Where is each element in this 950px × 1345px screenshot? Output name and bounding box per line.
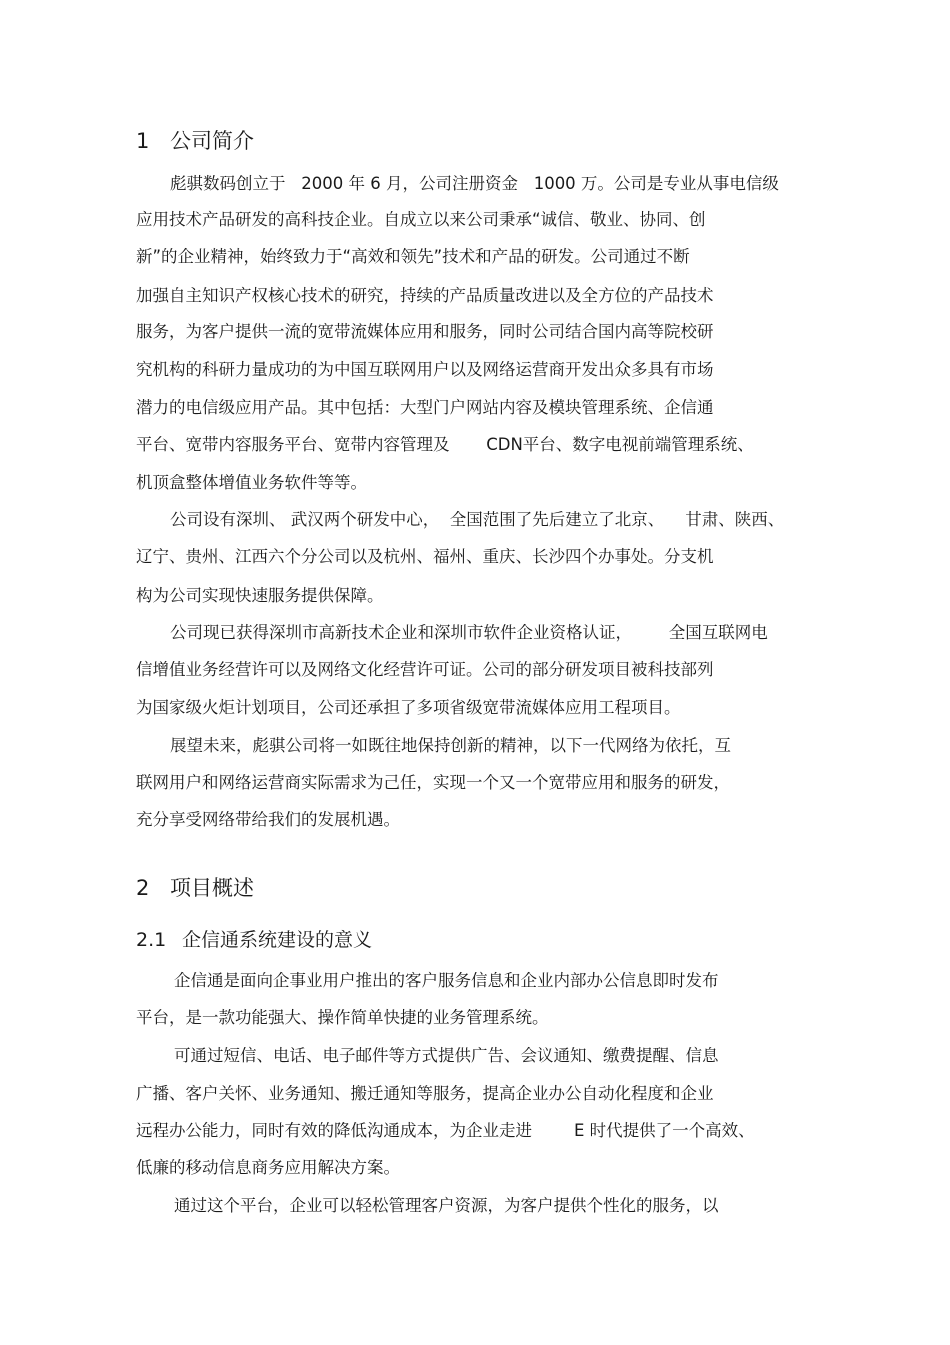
section-1-heading bbox=[136, 127, 254, 155]
text-line: 企信通是面向企事业用户推出的客户服务信息和企业内部办公信息即时发布 bbox=[174, 971, 719, 990]
section-2-title: 项目概述 bbox=[170, 876, 254, 900]
section-1-number: 1 bbox=[136, 129, 150, 153]
text-line: 低廉的移动信息商务应用解决方案。 bbox=[136, 1158, 400, 1177]
text-line: 展望未来，彪骐公司将一如既往地保持创新的精神，以下一代网络为依托，互 bbox=[170, 736, 731, 755]
text-line: 信增值业务经营许可以及网络文化经营许可证。公司的部分研发项目被科技部列 bbox=[136, 660, 714, 679]
text-line: 彪骐数码创立于 2000 年 6 月，公司注册资金 1000 万。公司是专业从事电信级 bbox=[170, 174, 779, 193]
subsection-2-1-number: 2.1 bbox=[136, 929, 167, 951]
text-line: 为国家级火炬计划项目，公司还承担了多项省级宽带流媒体应用工程项目。 bbox=[136, 698, 681, 717]
section-1-title: 公司简介 bbox=[170, 129, 254, 153]
text-line: 机顶盒整体增值业务软件等等。 bbox=[136, 473, 367, 492]
text-line: 究机构的科研力量成功的为中国互联网用户以及网络运营商开发出众多具有市场 bbox=[136, 360, 714, 379]
text-line: 充分享受网络带给我们的发展机遇。 bbox=[136, 810, 400, 829]
text-line: 公司现已获得深圳市高新技术企业和深圳市软件企业资格认证， 全国互联网电 bbox=[170, 623, 768, 642]
text-line: 公司设有深圳、 武汉两个研发中心， 全国范围了先后建立了北京、 甘肃、陕西、 bbox=[170, 510, 785, 529]
text-line: 构为公司实现快速服务提供保障。 bbox=[136, 586, 384, 605]
section-2-number: 2 bbox=[136, 876, 150, 900]
text-line: 联网用户和网络运营商实际需求为己任，实现一个又一个宽带应用和服务的研发， bbox=[136, 773, 730, 792]
subsection-2-1-heading bbox=[136, 927, 372, 953]
subsection-2-1-title: 企信通系统建设的意义 bbox=[182, 929, 373, 951]
text-line: 广播、客户关怀、业务通知、搬迁通知等服务，提高企业办公自动化程度和企业 bbox=[136, 1084, 714, 1103]
text-line: 平台、宽带内容服务平台、宽带内容管理及 CDN平台、数字电视前端管理系统、 bbox=[136, 435, 754, 454]
text-line: 通过这个平台，企业可以轻松管理客户资源，为客户提供个性化的服务，以 bbox=[174, 1196, 719, 1215]
text-line: 可通过短信、电话、电子邮件等方式提供广告、会议通知、缴费提醒、信息 bbox=[174, 1046, 719, 1065]
text-line: 加强自主知识产权核心技术的研究，持续的产品质量改进以及全方位的产品技术 bbox=[136, 286, 714, 305]
text-line: 远程办公能力，同时有效的降低沟通成本，为企业走进 E 时代提供了一个高效、 bbox=[136, 1121, 755, 1140]
text-line: 辽宁、贵州、江西六个分公司以及杭州、福州、重庆、长沙四个办事处。分支机 bbox=[136, 547, 714, 566]
text-line: 潜力的电信级应用产品。其中包括：大型门户网站内容及模块管理系统、企信通 bbox=[136, 398, 714, 417]
text-line: 平台，是一款功能强大、操作简单快捷的业务管理系统。 bbox=[136, 1008, 549, 1027]
text-line: 应用技术产品研发的高科技企业。自成立以来公司秉承“诚信、敬业、协同、创 bbox=[136, 210, 706, 229]
text-line: 服务，为客户提供一流的宽带流媒体应用和服务，同时公司结合国内高等院校研 bbox=[136, 322, 714, 341]
text-line: 新”的企业精神，始终致力于“高效和领先”技术和产品的研发。公司通过不断 bbox=[136, 247, 690, 266]
section-2-heading bbox=[136, 874, 254, 902]
